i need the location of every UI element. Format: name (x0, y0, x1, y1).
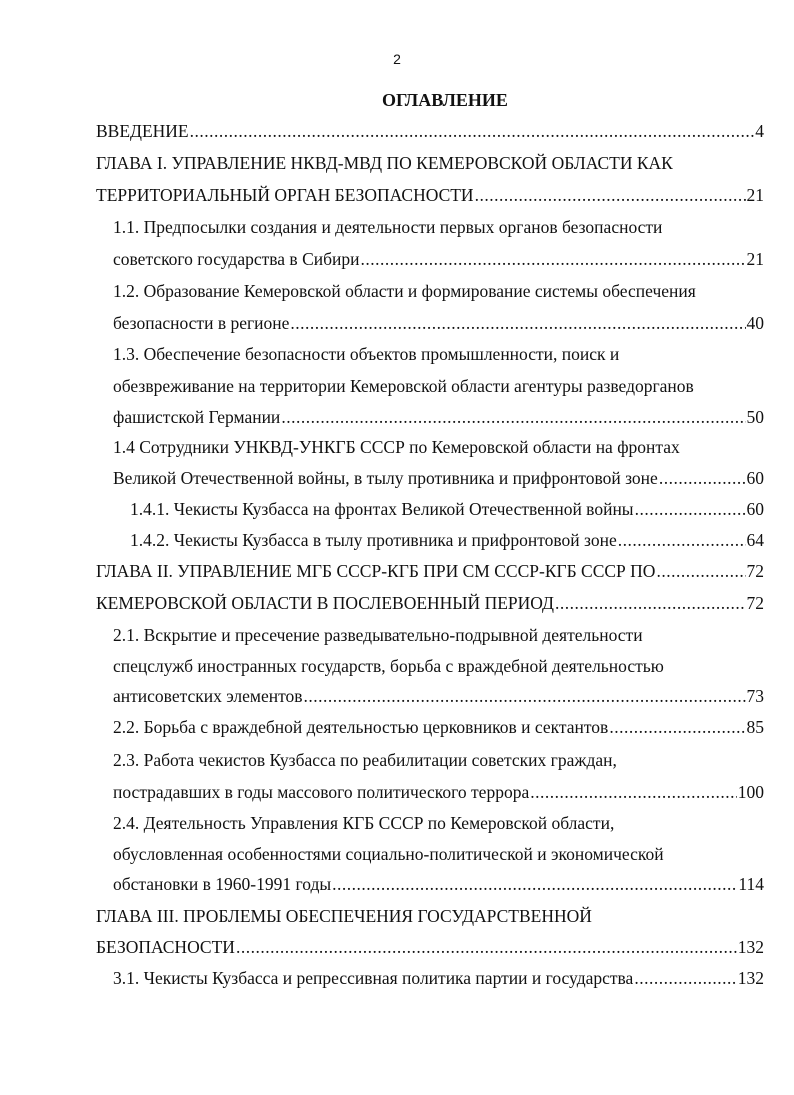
toc-leader-dots (635, 499, 746, 520)
toc-entry-2-3-cont[interactable] (113, 782, 764, 808)
toc-entry-text: 2.1. Вскрытие и пресечение разведывательно-подрывной деятельности (113, 625, 643, 645)
toc-leader-dots (281, 407, 745, 428)
toc-leader-dots (618, 530, 746, 551)
toc-entry-text: Великой Отечественной войны, в тылу противника и прифронтовой зоне (113, 468, 658, 488)
toc-entry-text: 1.4 Сотрудники УНКВД-УНКГБ СССР по Кемеровской области на фронтах (113, 437, 680, 457)
toc-entry-chapter-3-cont[interactable] (96, 937, 764, 963)
toc-entry-text: фашистской Германии (113, 407, 281, 427)
toc-entry-text: ТЕРРИТОРИАЛЬНЫЙ ОРГАН БЕЗОПАСНОСТИ (96, 185, 474, 205)
toc-entry-chapter-2[interactable] (96, 561, 764, 587)
toc-entry-text: ГЛАВА I. УПРАВЛЕНИЕ НКВД-МВД ПО КЕМЕРОВСКОЙ ОБЛАСТИ КАК (96, 153, 673, 173)
toc-page-number: 132 (737, 937, 764, 957)
toc-leader-dots (634, 968, 736, 989)
toc-entry-1-1-cont[interactable] (113, 249, 764, 275)
toc-entry-text: БЕЗОПАСНОСТИ (96, 937, 235, 957)
toc-page-number: 40 (746, 313, 764, 333)
toc-entry-text: 2.3. Работа чекистов Кузбасса по реабилитации советских граждан, (113, 750, 617, 770)
toc-entry-1-3[interactable] (113, 344, 764, 370)
page-number: 2 (393, 51, 401, 67)
toc-leader-dots (361, 249, 746, 270)
toc-leader-dots (475, 185, 746, 206)
toc-entry-text: 1.3. Обеспечение безопасности объектов промышленности, поиск и (113, 344, 620, 364)
toc-page-number: 21 (746, 249, 764, 269)
toc-entry-2-3[interactable] (113, 750, 764, 776)
toc-entry-2-1[interactable] (113, 625, 764, 651)
toc-entry-1-4[interactable] (113, 437, 764, 463)
toc-page-number: 100 (737, 782, 764, 802)
toc-title: ОГЛАВЛЕНИЕ (382, 90, 508, 110)
toc-entry-text: спецслужб иностранных государств, борьба с враждебной деятельностью (113, 656, 664, 676)
toc-entry-1-2[interactable] (113, 281, 764, 307)
toc-entry-text: 1.4.1. Чекисты Кузбасса на фронтах Великой Отечественной войны (130, 499, 634, 519)
toc-leader-dots (555, 593, 746, 614)
toc-entry-text: пострадавших в годы массового политического террора (113, 782, 530, 802)
toc-entry-introduction[interactable] (96, 121, 764, 147)
toc-page-number: 72 (746, 593, 764, 613)
toc-entry-1-4-1[interactable] (130, 499, 764, 525)
toc-page-number: 64 (746, 530, 764, 550)
toc-page-number: 21 (746, 185, 764, 205)
toc-entry-2-4-cont[interactable] (113, 844, 764, 870)
toc-entry-text: обезвреживание на территории Кемеровской области агентуры разведорганов (113, 376, 694, 396)
toc-entry-text: 1.4.2. Чекисты Кузбасса в тылу противника и прифронтовой зоне (130, 530, 617, 550)
toc-entry-text: 2.2. Борьба с враждебной деятельностью церковников и сектантов (113, 717, 609, 737)
toc-entry-text: советского государства в Сибири (113, 249, 360, 269)
toc-page-number: 73 (746, 686, 764, 706)
toc-entry-text: безопасности в регионе (113, 313, 290, 333)
toc-entry-text: антисоветских элементов (113, 686, 303, 706)
toc-entry-text: ГЛАВА II. УПРАВЛЕНИЕ МГБ СССР-КГБ ПРИ СМ СССР-КГБ СССР ПО (96, 561, 656, 581)
toc-entry-text: КЕМЕРОВСКОЙ ОБЛАСТИ В ПОСЛЕВОЕННЫЙ ПЕРИОД (96, 593, 554, 613)
toc-entry-1-2-cont[interactable] (113, 313, 764, 339)
toc-page-number: 114 (738, 874, 764, 894)
toc-entry-1-3-cont[interactable] (113, 376, 764, 402)
toc-leader-dots (609, 717, 745, 738)
toc-page-number: 85 (746, 717, 764, 737)
toc-page-number: 72 (746, 561, 764, 581)
toc-entry-text: обусловленная особенностями социально-политической и экономической (113, 844, 664, 864)
toc-page-number: 132 (737, 968, 764, 988)
toc-entry-2-4-cont2[interactable] (113, 874, 764, 900)
toc-entry-chapter-1-cont[interactable] (96, 185, 764, 211)
toc-entry-text: обстановки в 1960-1991 годы (113, 874, 332, 894)
toc-entry-text: ВВЕДЕНИЕ (96, 121, 189, 141)
toc-entry-chapter-3[interactable] (96, 906, 764, 932)
toc-entry-3-1[interactable] (113, 968, 764, 994)
toc-leader-dots (290, 313, 745, 334)
toc-leader-dots (656, 561, 745, 582)
toc-leader-dots (304, 686, 746, 707)
toc-entry-2-2[interactable] (113, 717, 764, 743)
toc-entry-text: 1.1. Предпосылки создания и деятельности первых органов безопасности (113, 217, 663, 237)
toc-entry-2-1-cont[interactable] (113, 656, 764, 682)
toc-entry-2-1-cont2[interactable] (113, 686, 764, 712)
toc-page-number: 50 (746, 407, 764, 427)
toc-page-number: 4 (755, 121, 764, 141)
toc-page-number: 60 (746, 499, 764, 519)
toc-entry-1-4-cont[interactable] (113, 468, 764, 494)
toc-leader-dots (332, 874, 737, 895)
toc-entry-1-1[interactable] (113, 217, 764, 243)
toc-entry-2-4[interactable] (113, 813, 764, 839)
toc-entry-text: 2.4. Деятельность Управления КГБ СССР по Кемеровской области, (113, 813, 615, 833)
toc-entry-chapter-2-cont[interactable] (96, 593, 764, 619)
toc-entry-text: ГЛАВА III. ПРОБЛЕМЫ ОБЕСПЕЧЕНИЯ ГОСУДАРСТВЕННОЙ (96, 906, 592, 926)
toc-entry-text: 3.1. Чекисты Кузбасса и репрессивная политика партии и государства (113, 968, 634, 988)
toc-entry-1-4-2[interactable] (130, 530, 764, 556)
toc-leader-dots (530, 782, 737, 803)
toc-entry-chapter-1[interactable] (96, 153, 764, 179)
toc-leader-dots (236, 937, 737, 958)
toc-page-number: 60 (746, 468, 764, 488)
toc-leader-dots (190, 121, 755, 142)
toc-entry-1-3-cont2[interactable] (113, 407, 764, 433)
toc-leader-dots (659, 468, 746, 489)
toc-entry-text: 1.2. Образование Кемеровской области и формирование системы обеспечения (113, 281, 696, 301)
